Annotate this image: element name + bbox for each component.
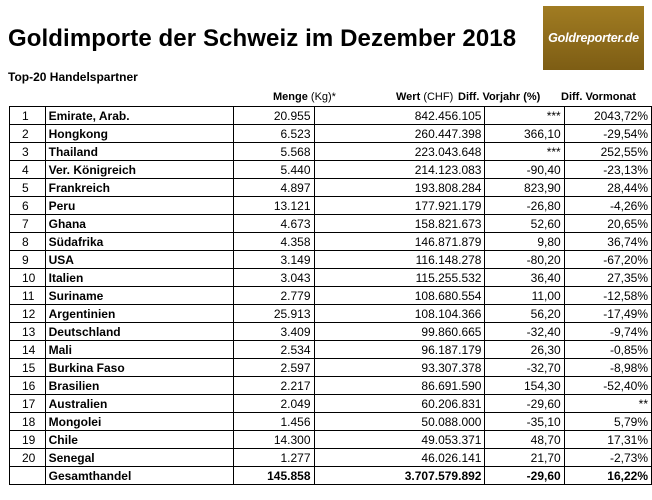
table-row bbox=[10, 179, 652, 197]
cell-diff-vorjahr: 9,80 bbox=[485, 233, 564, 251]
cell-wert: 223.043.648 bbox=[314, 143, 485, 161]
cell-rank: 12 bbox=[10, 305, 46, 323]
table-row bbox=[10, 431, 652, 449]
cell-diff-vorjahr: *** bbox=[485, 107, 564, 125]
table-row bbox=[10, 233, 652, 251]
cell-country: Italien bbox=[45, 269, 233, 287]
cell-menge: 4.897 bbox=[234, 179, 314, 197]
cell-diff-vormonat: -2,73% bbox=[564, 449, 651, 467]
cell-diff-vorjahr: 11,00 bbox=[485, 287, 564, 305]
table-row bbox=[10, 107, 652, 125]
table-row bbox=[10, 359, 652, 377]
cell-diff-vormonat: -12,58% bbox=[564, 287, 651, 305]
cell-diff-vorjahr: 48,70 bbox=[485, 431, 564, 449]
cell-diff-vormonat: -4,26% bbox=[564, 197, 651, 215]
cell-menge: 2.049 bbox=[234, 395, 314, 413]
cell-rank: 9 bbox=[10, 251, 46, 269]
cell-wert: 86.691.590 bbox=[314, 377, 485, 395]
cell-diff-vorjahr: 823,90 bbox=[485, 179, 564, 197]
cell-menge: 6.523 bbox=[234, 125, 314, 143]
cell-rank: 2 bbox=[10, 125, 46, 143]
cell-menge: 1.456 bbox=[234, 413, 314, 431]
cell-diff-vormonat: 28,44% bbox=[564, 179, 651, 197]
table-subtitle: Top-20 Handelspartner bbox=[8, 70, 138, 84]
table-row bbox=[10, 143, 652, 161]
cell-total-wert: 3.707.579.892 bbox=[314, 467, 485, 485]
cell-menge: 4.358 bbox=[234, 233, 314, 251]
cell-diff-vormonat: -23,13% bbox=[564, 161, 651, 179]
table-row bbox=[10, 413, 652, 431]
total-row bbox=[10, 467, 652, 485]
cell-diff-vormonat: -52,40% bbox=[564, 377, 651, 395]
cell-wert: 214.123.083 bbox=[314, 161, 485, 179]
cell-menge: 25.913 bbox=[234, 305, 314, 323]
column-header-wert: Wert (CHF) bbox=[396, 91, 454, 103]
cell-wert: 108.680.554 bbox=[314, 287, 485, 305]
cell-menge: 3.043 bbox=[234, 269, 314, 287]
cell-diff-vorjahr: -90,40 bbox=[485, 161, 564, 179]
cell-country: Südafrika bbox=[45, 233, 233, 251]
cell-menge: 5.440 bbox=[234, 161, 314, 179]
cell-wert: 96.187.179 bbox=[314, 341, 485, 359]
cell-diff-vorjahr: -32,40 bbox=[485, 323, 564, 341]
cell-country: Mali bbox=[45, 341, 233, 359]
cell-rank: 4 bbox=[10, 161, 46, 179]
cell-country: Burkina Faso bbox=[45, 359, 233, 377]
cell-rank: 18 bbox=[10, 413, 46, 431]
cell-wert: 260.447.398 bbox=[314, 125, 485, 143]
cell-diff-vormonat: 17,31% bbox=[564, 431, 651, 449]
cell-wert: 108.104.366 bbox=[314, 305, 485, 323]
cell-diff-vorjahr: *** bbox=[485, 143, 564, 161]
cell-diff-vorjahr: -29,60 bbox=[485, 395, 564, 413]
table-row bbox=[10, 125, 652, 143]
cell-diff-vormonat: 27,35% bbox=[564, 269, 651, 287]
cell-menge: 3.149 bbox=[234, 251, 314, 269]
cell-country: Australien bbox=[45, 395, 233, 413]
cell-diff-vorjahr: -26,80 bbox=[485, 197, 564, 215]
cell-wert: 158.821.673 bbox=[314, 215, 485, 233]
cell-wert: 60.206.831 bbox=[314, 395, 485, 413]
column-header-vorjahr: Diff. Vorjahr (%) bbox=[458, 91, 541, 103]
cell-total-diff-vormonat: 16,22% bbox=[564, 467, 651, 485]
cell-country: Hongkong bbox=[45, 125, 233, 143]
cell-diff-vorjahr: 26,30 bbox=[485, 341, 564, 359]
table-row bbox=[10, 341, 652, 359]
cell-menge: 4.673 bbox=[234, 215, 314, 233]
table-row bbox=[10, 305, 652, 323]
cell-total-menge: 145.858 bbox=[234, 467, 314, 485]
cell-rank: 13 bbox=[10, 323, 46, 341]
cell-menge: 2.597 bbox=[234, 359, 314, 377]
cell-country: Thailand bbox=[45, 143, 233, 161]
cell-diff-vormonat: 2043,72% bbox=[564, 107, 651, 125]
cell-diff-vormonat: -29,54% bbox=[564, 125, 651, 143]
cell-wert: 99.860.665 bbox=[314, 323, 485, 341]
cell-country: Emirate, Arab. bbox=[45, 107, 233, 125]
cell-rank bbox=[10, 467, 46, 485]
cell-menge: 13.121 bbox=[234, 197, 314, 215]
cell-country: Senegal bbox=[45, 449, 233, 467]
cell-menge: 3.409 bbox=[234, 323, 314, 341]
cell-wert: 115.255.532 bbox=[314, 269, 485, 287]
cell-rank: 14 bbox=[10, 341, 46, 359]
cell-diff-vormonat: -0,85% bbox=[564, 341, 651, 359]
gold-imports-table bbox=[9, 106, 652, 485]
cell-rank: 17 bbox=[10, 395, 46, 413]
cell-rank: 11 bbox=[10, 287, 46, 305]
cell-diff-vorjahr: 21,70 bbox=[485, 449, 564, 467]
cell-diff-vorjahr: 154,30 bbox=[485, 377, 564, 395]
cell-diff-vormonat: 20,65% bbox=[564, 215, 651, 233]
cell-country: Argentinien bbox=[45, 305, 233, 323]
cell-menge: 2.217 bbox=[234, 377, 314, 395]
cell-diff-vorjahr: 36,40 bbox=[485, 269, 564, 287]
cell-diff-vormonat: 252,55% bbox=[564, 143, 651, 161]
cell-country: Deutschland bbox=[45, 323, 233, 341]
cell-diff-vormonat: ** bbox=[564, 395, 651, 413]
cell-diff-vormonat: -9,74% bbox=[564, 323, 651, 341]
table-row bbox=[10, 161, 652, 179]
cell-country: Ver. Königreich bbox=[45, 161, 233, 179]
cell-wert: 50.088.000 bbox=[314, 413, 485, 431]
table-row bbox=[10, 395, 652, 413]
cell-diff-vorjahr: 366,10 bbox=[485, 125, 564, 143]
cell-menge: 14.300 bbox=[234, 431, 314, 449]
cell-wert: 146.871.879 bbox=[314, 233, 485, 251]
cell-menge: 20.955 bbox=[234, 107, 314, 125]
cell-wert: 116.148.278 bbox=[314, 251, 485, 269]
cell-rank: 5 bbox=[10, 179, 46, 197]
cell-rank: 10 bbox=[10, 269, 46, 287]
table-row bbox=[10, 251, 652, 269]
goldreporter-logo bbox=[543, 6, 644, 70]
table-row bbox=[10, 287, 652, 305]
cell-wert: 193.808.284 bbox=[314, 179, 485, 197]
cell-diff-vormonat: -67,20% bbox=[564, 251, 651, 269]
cell-diff-vorjahr: -32,70 bbox=[485, 359, 564, 377]
cell-rank: 15 bbox=[10, 359, 46, 377]
cell-country: Peru bbox=[45, 197, 233, 215]
cell-diff-vormonat: 5,79% bbox=[564, 413, 651, 431]
cell-country: Chile bbox=[45, 431, 233, 449]
cell-diff-vorjahr: 56,20 bbox=[485, 305, 564, 323]
cell-diff-vorjahr: 52,60 bbox=[485, 215, 564, 233]
cell-rank: 8 bbox=[10, 233, 46, 251]
cell-diff-vorjahr: -35,10 bbox=[485, 413, 564, 431]
cell-rank: 7 bbox=[10, 215, 46, 233]
cell-country: Brasilien bbox=[45, 377, 233, 395]
cell-total-diff-vorjahr: -29,60 bbox=[485, 467, 564, 485]
cell-country: Ghana bbox=[45, 215, 233, 233]
cell-wert: 842.456.105 bbox=[314, 107, 485, 125]
cell-country: USA bbox=[45, 251, 233, 269]
column-header-vormonat: Diff. Vormonat bbox=[561, 91, 636, 103]
cell-rank: 3 bbox=[10, 143, 46, 161]
cell-menge: 5.568 bbox=[234, 143, 314, 161]
table-row bbox=[10, 377, 652, 395]
column-header-menge-unit: (Kg)* bbox=[310, 91, 336, 103]
table-row bbox=[10, 449, 652, 467]
cell-rank: 19 bbox=[10, 431, 46, 449]
cell-wert: 93.307.378 bbox=[314, 359, 485, 377]
cell-wert: 46.026.141 bbox=[314, 449, 485, 467]
table-row bbox=[10, 269, 652, 287]
cell-diff-vormonat: 36,74% bbox=[564, 233, 651, 251]
column-header-wert-unit: (CHF) bbox=[423, 91, 454, 103]
cell-country: Suriname bbox=[45, 287, 233, 305]
cell-rank: 16 bbox=[10, 377, 46, 395]
cell-diff-vorjahr: -80,20 bbox=[485, 251, 564, 269]
cell-menge: 2.534 bbox=[234, 341, 314, 359]
logo-text: Goldreporter.de bbox=[548, 31, 639, 45]
cell-menge: 2.779 bbox=[234, 287, 314, 305]
cell-rank: 20 bbox=[10, 449, 46, 467]
table-row bbox=[10, 215, 652, 233]
cell-diff-vormonat: -17,49% bbox=[564, 305, 651, 323]
column-header-menge: Menge (Kg)* bbox=[273, 91, 336, 103]
cell-wert: 177.921.179 bbox=[314, 197, 485, 215]
table-row bbox=[10, 323, 652, 341]
cell-total-label: Gesamthandel bbox=[45, 467, 233, 485]
cell-wert: 49.053.371 bbox=[314, 431, 485, 449]
page-title: Goldimporte der Schweiz im Dezember 2018 bbox=[8, 25, 517, 52]
cell-diff-vormonat: -8,98% bbox=[564, 359, 651, 377]
cell-rank: 1 bbox=[10, 107, 46, 125]
cell-rank: 6 bbox=[10, 197, 46, 215]
table-row bbox=[10, 197, 652, 215]
cell-menge: 1.277 bbox=[234, 449, 314, 467]
cell-country: Mongolei bbox=[45, 413, 233, 431]
cell-country: Frankreich bbox=[45, 179, 233, 197]
